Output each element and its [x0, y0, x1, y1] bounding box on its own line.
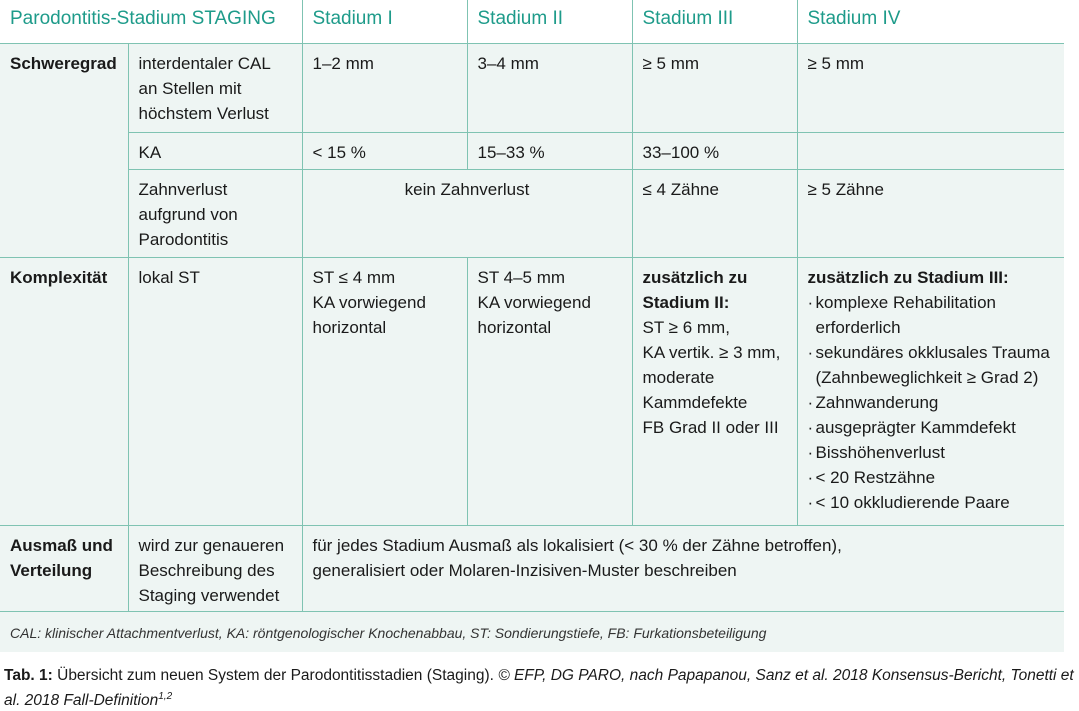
text-line: horizontal	[312, 317, 387, 337]
text-line: erforderlich	[815, 317, 901, 337]
text-line: Bisshöhenverlust	[815, 442, 945, 462]
zahnverlust-stage-3: ≤ 4 Zähne	[632, 169, 797, 257]
text-line: Parodontitis	[138, 229, 229, 249]
criterion-ausmass	[128, 525, 302, 611]
text-line: Ausmaß und	[10, 535, 113, 555]
bullet-continuation	[808, 365, 1055, 390]
bullet-dot: ·	[807, 492, 814, 512]
label-schweregrad: Schweregrad	[0, 43, 128, 257]
row-komplexitaet	[0, 257, 1064, 525]
text-line: KA vertik. ≥ 3 mm,	[642, 342, 781, 362]
text-line: Zahnverlust	[138, 179, 228, 199]
text-line: Zahnwanderung	[815, 392, 939, 412]
text-line: für jedes Stadium Ausmaß als lokalisiert (< 30 % der Zähne betroffen),	[312, 535, 842, 555]
caption-text: Übersicht zum neuen System der Parodontitisstadien (Staging).	[52, 667, 499, 684]
header-row	[0, 0, 1064, 43]
text-line: wird zur genaueren	[138, 535, 285, 555]
komplexitaet-stage-4	[797, 257, 1064, 525]
abbreviation-legend: CAL: klinischer Attachmentverlust, KA: röntgenologischer Knochenabbau, ST: Sondierungstiefe, FB: Furkationsbeteiligung	[0, 611, 1064, 652]
text-line: sekundäres okklusales Trauma	[815, 342, 1050, 362]
label-ausmass	[0, 525, 128, 611]
text-line: ST ≤ 4 mm	[312, 267, 396, 287]
cal-stage-4: ≥ 5 mm	[797, 43, 1064, 132]
table-title: Parodontitis-Stadium STAGING	[0, 0, 302, 43]
criterion-lokal-st: lokal ST	[128, 257, 302, 525]
stage-3-heading-line: zusätzlich zu	[642, 267, 748, 287]
criterion-cal	[128, 43, 302, 132]
text-line: Kammdefekte	[642, 392, 748, 412]
row-schweregrad-cal	[0, 43, 1064, 132]
text-line: FB Grad II oder III	[642, 417, 779, 437]
text-line: < 20 Restzähne	[815, 467, 936, 487]
text-line: KA vorwiegend	[312, 292, 426, 312]
bullet-item	[808, 440, 1055, 465]
text-line: < 10 okkludierende Paare	[815, 492, 1010, 512]
criterion-ka: KA	[128, 132, 302, 169]
zahnverlust-stage-4: ≥ 5 Zähne	[797, 169, 1064, 257]
header-stage-3: Stadium III	[632, 0, 797, 43]
bullet-item	[808, 390, 1055, 415]
ka-stage-3: 33–100 %	[632, 132, 797, 169]
ausmass-description	[302, 525, 1064, 611]
ka-stage-2: 15–33 %	[467, 132, 632, 169]
cal-stage-2: 3–4 mm	[467, 43, 632, 132]
bullet-dot: ·	[807, 417, 814, 437]
text-line: komplexe Rehabilitation	[815, 292, 996, 312]
ka-stage-1: < 15 %	[302, 132, 467, 169]
label-komplexitaet: Komplexität	[0, 257, 128, 525]
text-line: horizontal	[477, 317, 552, 337]
caption-references: 1,2	[158, 691, 173, 702]
header-stage-1: Stadium I	[302, 0, 467, 43]
komplexitaet-stage-2	[467, 257, 632, 525]
bullet-item	[808, 490, 1055, 515]
text-line: Verteilung	[10, 560, 93, 580]
caption-credit: © EFP, DG PARO, nach Papapanou, Sanz et al. 2018 Konsensus-Bericht, Tonetti et al. 2018 Fall-Definition	[4, 667, 1074, 710]
bullet-dot: ·	[807, 392, 814, 412]
stage-3-heading-line: Stadium II:	[642, 292, 730, 312]
bullet-item	[808, 340, 1055, 365]
text-line: moderate	[642, 367, 715, 387]
bullet-dot: ·	[807, 342, 814, 362]
text-line: generalisiert oder Molaren-Inzisiven-Muster beschreiben	[312, 560, 737, 580]
text-line: (Zahnbeweglichkeit ≥ Grad 2)	[815, 367, 1039, 387]
text-line: ausgeprägter Kammdefekt	[815, 417, 1016, 437]
zahnverlust-stage-1-2: kein Zahnverlust	[302, 169, 632, 257]
header-stage-4: Stadium IV	[797, 0, 1064, 43]
text-line: ST ≥ 6 mm,	[642, 317, 730, 337]
bullet-dot: ·	[807, 292, 814, 312]
bullet-dot: ·	[807, 442, 814, 462]
cal-stage-3: ≥ 5 mm	[632, 43, 797, 132]
stage-4-heading: zusätzlich zu Stadium III:	[807, 267, 1009, 287]
bullet-item	[808, 415, 1055, 440]
bullet-continuation	[808, 315, 1055, 340]
cal-stage-1: 1–2 mm	[302, 43, 467, 132]
komplexitaet-stage-3	[632, 257, 797, 525]
text-line: Staging verwendet	[138, 585, 280, 605]
table-caption	[4, 665, 1074, 711]
text-line: Beschreibung des	[138, 560, 275, 580]
text-line: KA vorwiegend	[477, 292, 591, 312]
bullet-item	[808, 465, 1055, 490]
header-stage-2: Stadium II	[467, 0, 632, 43]
text-line: aufgrund von	[138, 204, 238, 224]
text-line: höchstem Verlust	[138, 103, 269, 123]
row-ausmass	[0, 525, 1064, 611]
row-schweregrad-zahnverlust	[0, 169, 1064, 257]
caption-label: Tab. 1:	[4, 667, 53, 684]
komplexitaet-stage-1	[302, 257, 467, 525]
text-line: an Stellen mit	[138, 78, 242, 98]
bullet-item	[808, 290, 1055, 315]
criterion-zahnverlust	[128, 169, 302, 257]
legend-row	[0, 611, 1064, 652]
row-schweregrad-ka	[0, 132, 1064, 169]
bullet-dot: ·	[807, 467, 814, 487]
ka-stage-4	[797, 132, 1064, 169]
text-line: interdentaler CAL	[138, 53, 271, 73]
text-line: ST 4–5 mm	[477, 267, 566, 287]
